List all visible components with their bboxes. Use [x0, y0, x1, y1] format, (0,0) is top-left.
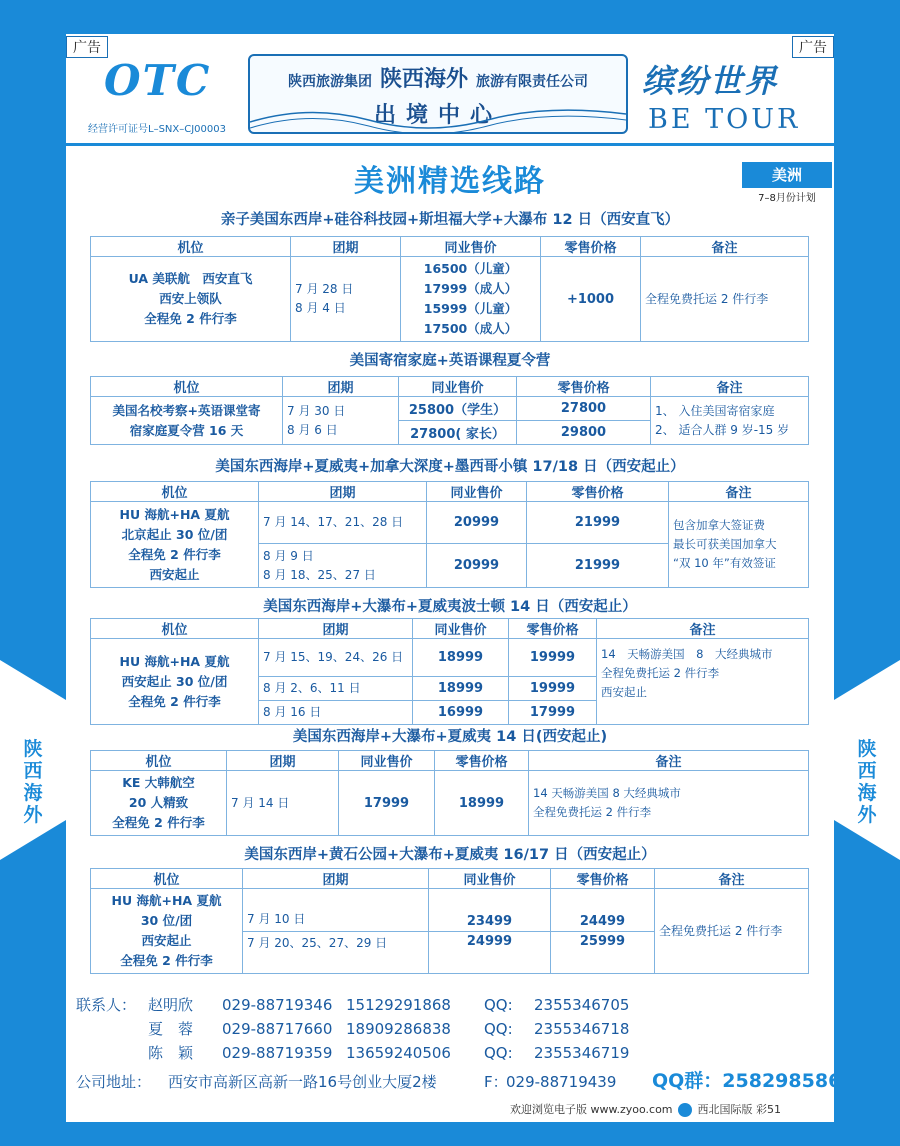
note-line: 西安起止	[601, 685, 647, 699]
seat-line: 北京起止 30 位/团	[121, 526, 228, 542]
side-label-left	[0, 738, 66, 826]
qq-group: QQ群：258298586	[652, 1070, 842, 1092]
retail-price: 25999	[551, 931, 655, 974]
trade-price: 17500（成人）	[423, 321, 518, 336]
contact-name: 陈 颖	[148, 1044, 194, 1062]
note-cell: 全程免费托运 2 件行李	[655, 889, 809, 974]
side-label-right	[834, 738, 900, 826]
trade-price: 17999（成人）	[423, 281, 518, 296]
col-header: 同业售价	[413, 619, 509, 639]
dates-cell: 8 月 2、6、11 日	[259, 677, 413, 701]
col-header: 同业售价	[401, 237, 541, 257]
seat-cell	[91, 771, 227, 836]
frame-right	[834, 0, 900, 1146]
side-label-char: 陕	[857, 738, 877, 760]
page-title: 美洲精选线路	[354, 164, 546, 199]
seat-cell	[91, 889, 243, 974]
retail-price: 21999	[527, 502, 669, 544]
col-header: 团期	[259, 482, 427, 502]
side-label-char: 外	[23, 804, 43, 826]
col-header: 同业售价	[429, 869, 551, 889]
note-line: 全程免费托运 2 件行李	[601, 666, 720, 680]
contact-tel: 029-88719359	[222, 1044, 333, 1062]
side-label-char: 陕	[23, 738, 43, 760]
retail-price: +1000	[541, 257, 641, 342]
header	[66, 34, 834, 146]
trade-price: 16999	[413, 701, 509, 725]
col-header: 零售价格	[517, 377, 651, 397]
col-header: 团期	[243, 869, 429, 889]
trade-price: 23499	[429, 889, 551, 932]
note-line: 14 天畅游美国 8 大经典城市	[601, 647, 773, 661]
col-header: 零售价格	[435, 751, 529, 771]
license-number: 经营许可证号L–SNX–CJ00003	[88, 124, 226, 135]
fax-number: 029-88719439	[506, 1073, 617, 1091]
banner-company: 旅游有限责任公司	[476, 74, 588, 90]
retail-price: 21999	[527, 544, 669, 588]
dates-cell: 8 月 16 日	[259, 701, 413, 725]
route-title: 亲子美国东西岸+硅谷科技园+斯坦福大学+大瀑布 12 日（西安直飞）	[220, 212, 680, 228]
seat-line: HU 海航+HA 夏航	[119, 653, 230, 669]
trade-price: 20999	[427, 544, 527, 588]
route-title: 美国东西海岸+大瀑布+夏威夷波士顿 14 日（西安起止）	[263, 599, 637, 615]
col-header: 机位	[91, 869, 243, 889]
company-banner	[248, 54, 628, 134]
col-header: 备注	[529, 751, 809, 771]
contact-tel: 029-88719346	[222, 996, 333, 1014]
seat-line: 西安起止	[149, 566, 200, 582]
retail-price: 17999	[509, 701, 597, 725]
seat-cell	[91, 397, 283, 445]
side-label-char: 西	[857, 760, 877, 782]
route-table-6	[90, 868, 809, 974]
brand-en: BE TOUR	[648, 104, 801, 135]
route-table-5	[90, 750, 809, 836]
note-cell	[529, 771, 809, 836]
date-line: 7 月 30 日	[287, 403, 346, 418]
col-header: 机位	[91, 482, 259, 502]
banner-name: 陕西海外	[379, 66, 468, 92]
route-title: 美国东西海岸+夏威夷+加拿大深度+墨西哥小镇 17/18 日（西安起止）	[215, 459, 685, 475]
date-line: 7 月 28 日	[295, 282, 354, 296]
note-cell: 全程免费托运 2 件行李	[641, 257, 809, 342]
seat-line: 西安起止	[141, 933, 192, 948]
banner-center: 出境中心	[373, 103, 502, 128]
note-cell	[597, 639, 809, 725]
seat-cell	[91, 639, 259, 725]
dates-cell	[259, 544, 427, 588]
footer-edition: 西北国际版	[697, 1103, 753, 1116]
fax-label: F：	[484, 1073, 508, 1091]
otc-logo: OTC	[104, 56, 212, 105]
retail-price: 27800	[517, 397, 651, 421]
side-label-char: 海	[857, 782, 877, 804]
company-name-row	[250, 62, 626, 93]
trade-price: 27800( 家长）	[399, 421, 517, 445]
date-line: 8 月 4 日	[295, 301, 346, 315]
retail-price: 29800	[517, 421, 651, 445]
banner-group: 陕西旅游集团	[287, 74, 372, 90]
note-line: 1、 入住美国寄宿家庭	[655, 403, 775, 418]
note-line: 最长可获美国加拿大	[673, 537, 777, 551]
trade-price: 16500（儿童）	[423, 261, 518, 276]
note-line: 包含加拿大签证费	[673, 518, 765, 532]
seat-line: 西安上领队	[159, 291, 222, 306]
company-address: 西安市高新区高新一路16号创业大厦2楼	[168, 1073, 437, 1091]
dates-cell	[291, 257, 401, 342]
route-table-1	[90, 236, 809, 342]
ad-tag-right: 广告	[792, 36, 834, 58]
trade-price: 17999	[339, 771, 435, 836]
contact-row	[76, 1042, 629, 1063]
side-label-char: 西	[23, 760, 43, 782]
contact-row	[76, 994, 629, 1015]
seat-line: 全程免 2 件行李	[120, 953, 213, 968]
col-header: 备注	[597, 619, 809, 639]
contact-tel: 029-88717660	[222, 1020, 333, 1038]
col-header: 零售价格	[527, 482, 669, 502]
route-table-2	[90, 376, 809, 445]
dates-cell	[259, 502, 427, 544]
seat-line: 全程免 2 件行李	[112, 815, 205, 830]
col-header: 机位	[91, 751, 227, 771]
dates-cell	[283, 397, 399, 445]
trade-price: 18999	[413, 677, 509, 701]
seat-line: 全程免 2 件行李	[144, 311, 237, 326]
side-label-char: 海	[23, 782, 43, 804]
trade-price: 15999（儿童）	[423, 301, 518, 316]
note-cell	[651, 397, 809, 445]
region-plan: 7–8月份计划	[758, 193, 816, 204]
col-header: 备注	[641, 237, 809, 257]
frame-left	[0, 0, 66, 1146]
col-header: 团期	[283, 377, 399, 397]
ad-tag-left: 广告	[66, 36, 108, 58]
col-header: 备注	[669, 482, 809, 502]
retail-price: 19999	[509, 639, 597, 677]
col-header: 零售价格	[551, 869, 655, 889]
trade-price: 20999	[427, 502, 527, 544]
retail-price: 24499	[551, 889, 655, 932]
trade-price: 24999	[429, 931, 551, 974]
seat-line: 全程免 2 件行李	[128, 693, 221, 709]
date-line: 7 月 14、17、21、28 日	[263, 515, 404, 529]
col-header: 团期	[259, 619, 413, 639]
col-header: 备注	[655, 869, 809, 889]
note-line: 2、 适合人群 9 岁-15 岁	[655, 422, 790, 437]
banner-wave-decoration	[250, 102, 626, 132]
trade-price-cell	[401, 257, 541, 342]
note-line: 14 天畅游美国 8 大经典城市	[533, 786, 681, 800]
col-header: 同业售价	[339, 751, 435, 771]
col-header: 团期	[291, 237, 401, 257]
col-header: 机位	[91, 237, 291, 257]
trade-price: 25800（学生）	[399, 397, 517, 421]
seat-line: HU 海航+HA 夏航	[119, 506, 230, 522]
dates-cell: 7 月 14 日	[227, 771, 339, 836]
seat-line: UA 美联航 西安直飞	[128, 271, 253, 286]
seat-line: HU 海航+HA 夏航	[111, 893, 222, 908]
col-header: 备注	[651, 377, 809, 397]
contact-qq-label: QQ:	[484, 1044, 513, 1062]
route-table-3	[90, 481, 809, 588]
seat-line: 20 人精致	[128, 795, 189, 810]
route-title: 美国东西海岸+大瀑布+夏威夷 14 日(西安起止)	[292, 729, 608, 745]
publisher-logo-icon	[678, 1103, 692, 1117]
contact-qq: 2355346705	[534, 996, 630, 1014]
contact-row	[76, 1018, 629, 1039]
route-table-4	[90, 618, 809, 725]
col-header: 同业售价	[399, 377, 517, 397]
col-header: 机位	[91, 619, 259, 639]
col-header: 零售价格	[509, 619, 597, 639]
footer-page: 彩51	[756, 1103, 782, 1116]
contact-mobile: 13659240506	[346, 1044, 451, 1062]
contact-qq: 2355346718	[534, 1020, 630, 1038]
seat-cell	[91, 257, 291, 342]
region-badge: 美洲	[742, 162, 832, 188]
seat-line: 30 位/团	[140, 913, 193, 928]
contact-label: 联系人：	[76, 996, 137, 1014]
side-label-char: 外	[857, 804, 877, 826]
note-line: “双 10 年”有效签证	[673, 556, 776, 570]
address-row	[76, 1066, 841, 1093]
dates-cell: 7 月 20、25、27、29 日	[243, 931, 429, 974]
col-header: 零售价格	[541, 237, 641, 257]
seat-cell	[91, 502, 259, 588]
seat-line: 西安起止 30 位/团	[121, 673, 228, 689]
route-title: 美国寄宿家庭+英语课程夏令营	[349, 353, 551, 369]
col-header: 机位	[91, 377, 283, 397]
route-title: 美国东西岸+黄石公园+大瀑布+夏威夷 16/17 日（西安起止）	[244, 847, 656, 863]
col-header: 同业售价	[427, 482, 527, 502]
seat-line: 全程免 2 件行李	[128, 546, 221, 562]
address-label: 公司地址：	[76, 1073, 152, 1091]
dates-cell: 7 月 15、19、24、26 日	[259, 639, 413, 677]
brand-cn: 缤纷世界	[642, 62, 779, 100]
contact-qq-label: QQ:	[484, 996, 513, 1014]
contact-name: 赵明欣	[148, 996, 194, 1014]
date-line: 8 月 6 日	[287, 422, 338, 437]
frame-top	[0, 0, 900, 34]
date-line: 8 月 18、25、27 日	[263, 567, 376, 582]
retail-price: 18999	[435, 771, 529, 836]
dates-cell: 7 月 10 日	[243, 889, 429, 932]
contact-name: 夏 蓉	[148, 1020, 194, 1038]
seat-line: 美国名校考察+英语课堂寄	[112, 402, 261, 418]
contact-mobile: 15129291868	[346, 996, 451, 1014]
footer-note	[510, 1101, 781, 1117]
retail-price: 19999	[509, 677, 597, 701]
trade-price: 18999	[413, 639, 509, 677]
contact-mobile: 18909286838	[346, 1020, 451, 1038]
date-line: 8 月 9 日	[263, 548, 314, 563]
contact-qq-label: QQ:	[484, 1020, 513, 1038]
seat-line: KE 大韩航空	[122, 775, 195, 790]
note-line: 全程免费托运 2 件行李	[533, 805, 652, 819]
contact-qq: 2355346719	[534, 1044, 630, 1062]
col-header: 团期	[227, 751, 339, 771]
footer-welcome: 欢迎浏览电子版 www.zyoo.com	[510, 1103, 673, 1116]
seat-line: 宿家庭夏令营 16 天	[129, 422, 244, 438]
note-cell	[669, 502, 809, 588]
